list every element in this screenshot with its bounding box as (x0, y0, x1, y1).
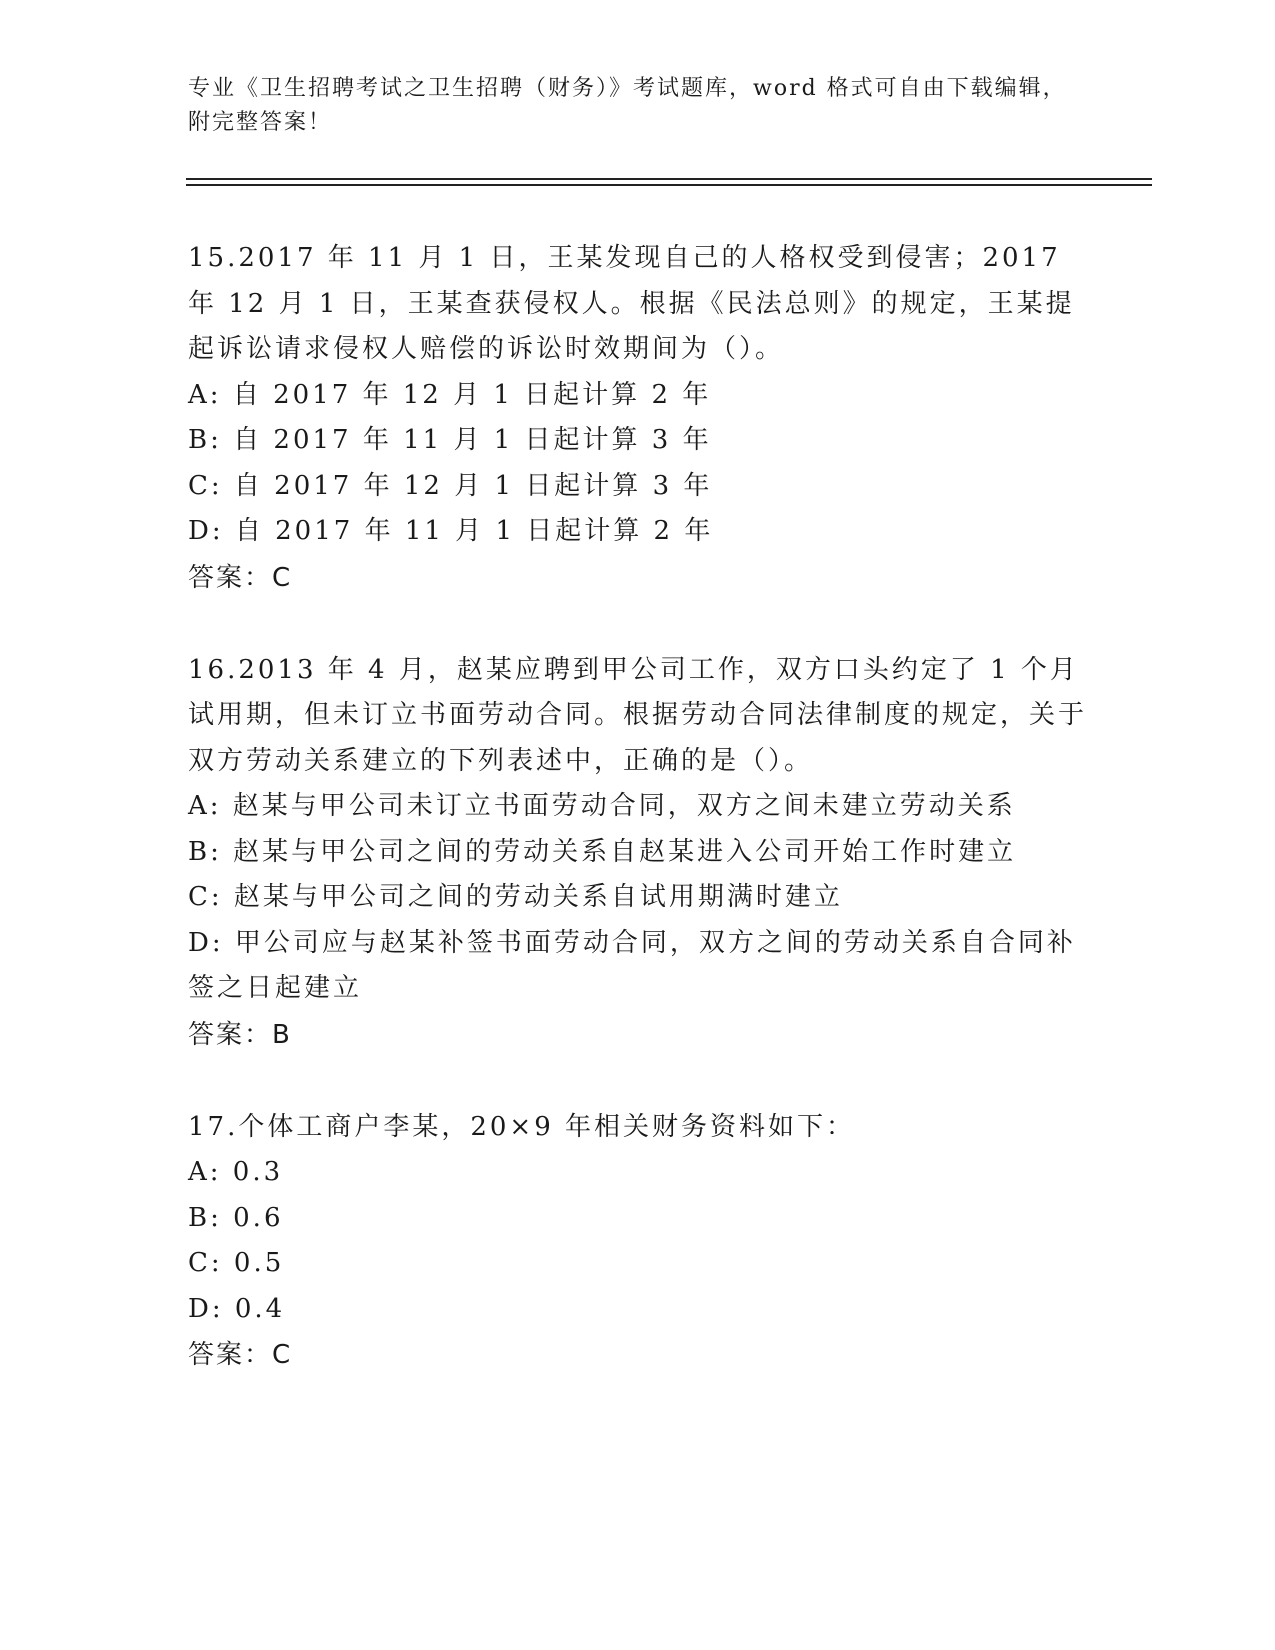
option-d: D: 0.4 (188, 1293, 286, 1324)
header-divider-bottom (186, 184, 1152, 186)
spacer (188, 601, 1088, 648)
question-stem: 17.个体工商户李某，20×9 年相关财务资料如下： (188, 1111, 856, 1142)
option-b: B: 自 2017 年 11 月 1 日起计算 3 年 (188, 425, 712, 455)
option-a: A: 自 2017 年 12 月 1 日起计算 2 年 (188, 379, 712, 410)
document-header (188, 72, 1068, 140)
header-text: 专业《卫生招聘考试之卫生招聘（财务）》考试题库，word 格式可自由下载编辑，附完整答案！ (188, 76, 1067, 135)
spacer (188, 1058, 1088, 1105)
question-list (188, 236, 1088, 1378)
option-c: C: 赵某与甲公司之间的劳动关系自试用期满时建立 (188, 882, 843, 912)
option-b: B: 0.6 (188, 1202, 284, 1233)
answer: 答案：B (188, 1019, 292, 1050)
option-c: C: 自 2017 年 12 月 1 日起计算 3 年 (188, 470, 713, 501)
option-b: B: 赵某与甲公司之间的劳动关系自赵某进入公司开始工作时建立 (188, 836, 1017, 867)
answer: 答案：C (188, 1340, 293, 1370)
option-a: A: 赵某与甲公司未订立书面劳动合同，双方之间未建立劳动关系 (188, 791, 1016, 821)
question-16 (188, 648, 1088, 1058)
question-17 (188, 1105, 1088, 1379)
question-stem: 16.2013 年 4 月，赵某应聘到甲公司工作，双方口头约定了 1 个月试用期，但未订立书面劳动合同。根据劳动合同法律制度的规定，关于双方劳动关系建立的下列表述中，正确的是（）。 (188, 654, 1088, 776)
option-a: A: 0.3 (188, 1157, 284, 1187)
header-divider-top (186, 178, 1152, 180)
question-stem: 15.2017 年 11 月 1 日，王某发现自己的人格权受到侵害；2017 年 12 月 1 日，王某查获侵权人。根据《民法总则》的规定，王某提起诉讼请求侵权人赔偿的诉讼时效期间为（）。 (188, 243, 1075, 364)
answer: 答案：C (188, 562, 293, 593)
question-15 (188, 236, 1088, 601)
option-d: D: 自 2017 年 11 月 1 日起计算 2 年 (188, 516, 714, 546)
option-c: C: 0.5 (188, 1248, 285, 1278)
option-d: D: 甲公司应与赵某补签书面劳动合同，双方之间的劳动关系自合同补签之日起建立 (188, 927, 1076, 1003)
